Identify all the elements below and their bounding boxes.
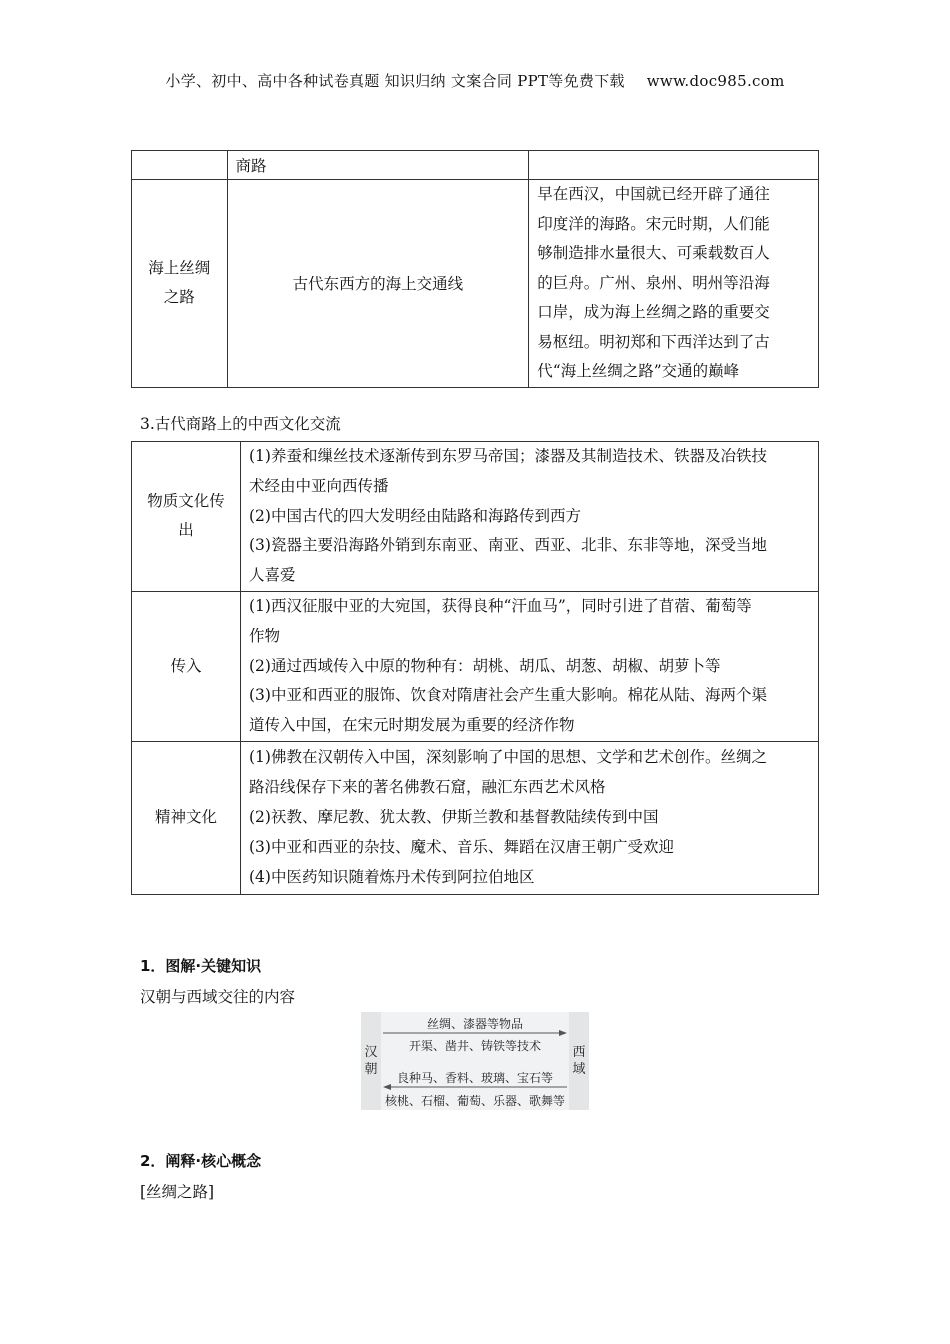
diagram-caption: 汉朝与西域交往的内容 (140, 988, 296, 1006)
exchange-area (381, 1012, 569, 1110)
table-cell (132, 151, 228, 180)
part1-title: 1．图解·关键知识 (140, 957, 262, 975)
cell-line: 作物 (249, 626, 281, 645)
cell-line: 早在西汉，中国就已经开辟了通往 (537, 185, 770, 203)
cell-line: 道传入中国，在宋元时期发展为重要的经济作物 (249, 716, 575, 735)
table-row (132, 180, 819, 388)
cell-line: (2)祆教、摩尼教、犹太教、伊斯兰教和基督教陆续传到中国 (249, 808, 659, 827)
label-char: 西 (572, 1045, 586, 1060)
table-row (132, 442, 819, 592)
cell-line: 之路 (163, 288, 195, 307)
row-label (132, 442, 241, 592)
cell-line: 人喜爱 (249, 566, 296, 585)
cell-line: (3)中亚和西亚的杂技、魔术、音乐、舞蹈在汉唐王朝广受欢迎 (249, 837, 674, 856)
table-row (132, 741, 819, 894)
row-label (132, 591, 241, 741)
arrow-right-icon (383, 1029, 567, 1037)
cell-line: 印度洋的海路。宋元时期，人们能 (537, 214, 770, 233)
cell-line: (1)西汉征服中亚的大宛国，获得良种“汗血马”，同时引进了苜蓿、葡萄等 (249, 596, 752, 615)
cell-line: (1)养蚕和缫丝技术逐渐传到东罗马帝国；漆器及其制造技术、铁器及冶铁技 (249, 447, 767, 465)
header-text: 小学、初中、高中各种试卷真题 知识归纳 文案合同 PPT等免费下载 (165, 72, 625, 90)
cell-line: 海上丝绸 (148, 259, 211, 278)
arrow-left-icon (383, 1083, 567, 1091)
cell-line: 的巨舟。广州、泉州、明州等沿海 (537, 273, 770, 292)
han-label (361, 1012, 381, 1110)
cell-line: 精神文化 (154, 808, 217, 827)
cell-line: (2)中国古代的四大发明经由陆路和海路传到西方 (249, 506, 581, 525)
cell-line: 出 (178, 521, 194, 540)
page-header (0, 70, 950, 91)
part2-title: 2．阐释·核心概念 (140, 1152, 262, 1170)
cell-line: 物质文化传 (147, 492, 225, 511)
row-label (132, 741, 241, 894)
label-char: 朝 (364, 1062, 378, 1077)
route-description-cell (529, 180, 819, 388)
table-row (132, 151, 819, 180)
cell-line: 口岸，成为海上丝绸之路的重要交 (537, 303, 770, 321)
route-definition-cell: 古代东西方的海上交通线 (227, 180, 529, 388)
row-content (241, 442, 819, 592)
row-content (241, 591, 819, 741)
section-title: 3.古代商路上的中西文化交流 (140, 415, 341, 433)
trade-routes-table (131, 150, 819, 388)
export-technology: 开渠、凿井、铸铁等技术 (408, 1039, 541, 1053)
label-char: 域 (572, 1062, 586, 1077)
table-cell: 商路 (227, 151, 529, 180)
header-site: www.doc985.com (646, 72, 785, 90)
label-char: 汉 (364, 1045, 378, 1060)
cell-line: 传入 (170, 656, 202, 675)
cultural-exchange-table (131, 441, 819, 895)
export-goods: 丝绸、漆器等物品 (426, 1017, 523, 1031)
western-regions-label (569, 1012, 589, 1110)
cell-line: (1)佛教在汉朝传入中国，深刻影响了中国的思想、文学和艺术创作。丝绸之 (249, 748, 767, 767)
cell-line: (4)中医药知识随着炼丹术传到阿拉伯地区 (249, 867, 535, 886)
cell-line: (3)中亚和西亚的服饰、饮食对隋唐社会产生重大影响。棉花从陆、海两个渠 (249, 686, 767, 705)
cell-line: 代“海上丝绸之路”交通的巅峰 (537, 362, 740, 380)
cell-line: (3)瓷器主要沿海路外销到东南亚、南亚、西亚、北非、东非等地，深受当地 (249, 536, 767, 555)
cell-line: 术经由中亚向西传播 (249, 476, 389, 495)
row-content (241, 741, 819, 894)
han-western-regions-diagram (361, 1012, 589, 1110)
import-culture: 核桃、石榴、葡萄、乐器、歌舞等 (384, 1094, 565, 1108)
core-concept-term: [丝绸之路] (140, 1183, 215, 1201)
cell-line: 易枢纽。明初郑和下西洋达到了古 (537, 332, 770, 351)
cell-line: 路沿线保存下来的著名佛教石窟，融汇东西艺术风格 (249, 778, 606, 797)
table-row (132, 591, 819, 741)
cell-line: 够制造排水量很大、可乘载数百人 (537, 244, 770, 262)
import-goods: 良种马、香料、玻璃、宝石等 (396, 1071, 553, 1085)
route-name-cell (132, 180, 228, 388)
cell-line: (2)通过西域传入中原的物种有：胡桃、胡瓜、胡葱、胡椒、胡萝卜等 (249, 656, 721, 675)
table-cell (529, 151, 819, 180)
